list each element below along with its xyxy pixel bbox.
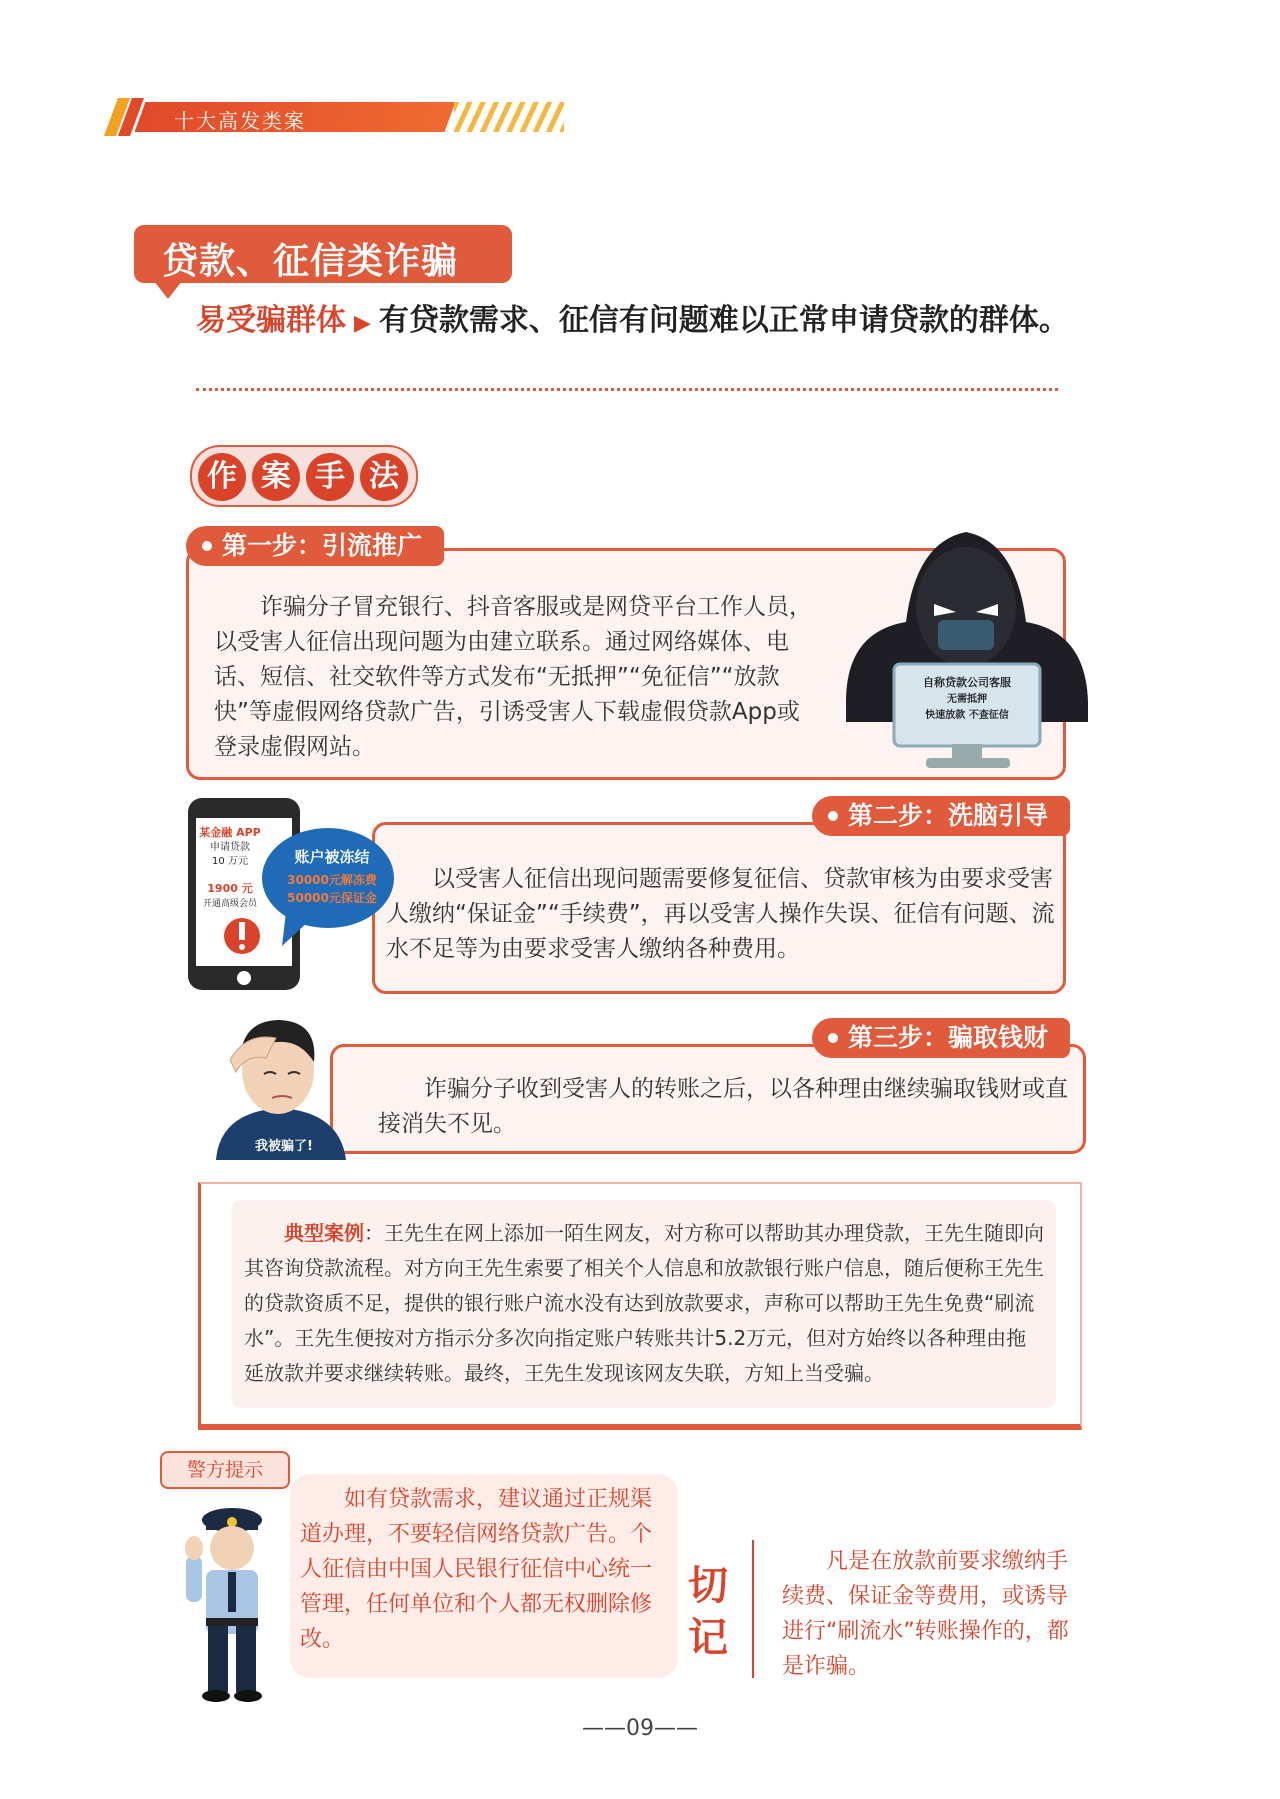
methods-char: 作: [198, 453, 246, 501]
screen-line-3: 快速放款 不查征信: [925, 710, 1009, 721]
phone-line-2: 申请贷款: [210, 842, 250, 853]
page-number: ——09——: [582, 1716, 698, 1741]
step1-tag: 第一步：引流推广: [186, 526, 444, 566]
screen-line-1: 自称贷款公司客服: [923, 676, 1011, 689]
step3-tag: 第三步：骗取钱财: [812, 1018, 1070, 1058]
phone-illustration: [186, 796, 398, 992]
methods-char: 法: [360, 453, 408, 501]
category-banner: [104, 98, 504, 136]
target-label: 易受骗群体: [196, 303, 346, 338]
remember-divider: [752, 1540, 754, 1678]
target-group: [196, 300, 1076, 345]
step2-text: 以受害人征信出现问题需要修复征信、贷款审核为由要求受害人缴纳“保证金”“手续费”，再以受害人操作失误、征信有问题、流水不足等为由要求受害人缴纳各种费用。: [386, 866, 1055, 962]
victim-illustration: [206, 1012, 356, 1160]
banner-hatch: [454, 102, 564, 132]
dotted-divider: [196, 388, 1058, 391]
phone-line-5: 开通高级会员: [202, 899, 258, 909]
banner-label: 十大高发类案: [174, 109, 306, 133]
target-text: 有贷款需求、征信有问题难以正常申请贷款的群体。: [378, 303, 1069, 338]
screen-line-2: 无需抵押: [947, 694, 987, 705]
step3-text: 诈骗分子收到受害人的转账之后，以各种理由继续骗取钱财或直接消失不见。: [378, 1076, 1068, 1137]
bubble-line-3: 50000元保证金: [287, 891, 377, 905]
hacker-illustration: [826, 512, 1096, 777]
remember-warning: 凡是在放款前要求缴纳手续费、保证金等费用，或诱导进行“刷流水”转账操作的，都是诈骗。: [782, 1549, 1069, 1679]
phone-line-3: 10 万元: [212, 856, 248, 867]
case-label: 典型案例: [284, 1221, 364, 1245]
section-title: [134, 225, 512, 283]
victim-caption: 我被骗了!: [255, 1139, 313, 1154]
police-tip-text: 如有贷款需求，建议通过正规渠道办理，不要轻信网络贷款广告。个人征信由中国人民银行征信中心统一管理，任何单位和个人都无权删除修改。: [300, 1487, 653, 1652]
triangle-right-icon: ▶: [354, 311, 371, 336]
step1-text: 诈骗分子冒充银行、抖音客服或是网贷平台工作人员，以受害人征信出现问题为由建立联系。通过网络媒体、电话、短信、社交软件等方式发布“无抵押”“免征信”“放款快”等虚假网络贷款广告，引诱受害人下载虚假贷款App或登录虚假网站。: [214, 594, 812, 760]
phone-line-1: 某金融 APP: [199, 826, 261, 839]
bubble-line-1: 账户被冻结: [294, 848, 370, 866]
bubble-line-2: 30000元解冻费: [287, 873, 377, 887]
methods-heading: [190, 445, 418, 507]
case-body: ：王先生在网上添加一陌生网友，对方称可以帮助其办理贷款，王先生随即向其咨询贷款流程。对方向王先生索要了相关个人信息和放款银行账户信息，随后便称王先生的贷款资质不足，提供的银行账户流水没有达到放款要求，声称可以帮助王先生免费“刷流水”。王先生便按对方指示分多次向指定账户转账共计5.2万元，但对方始终以各种理由拖延放款并要求继续转账。最终，王先生发现该网友失联，方知上当受骗。: [244, 1221, 1044, 1385]
step2-tag: 第二步：洗脑引导: [812, 796, 1070, 836]
remember-heading: 切记: [688, 1562, 728, 1661]
methods-char: 案: [252, 453, 300, 501]
section-title-text: 贷款、征信类诈骗: [162, 241, 459, 282]
methods-char: 手: [306, 453, 354, 501]
police-tip-label: 警方提示: [160, 1451, 290, 1489]
phone-line-4: 1900 元: [207, 882, 253, 895]
case-text: [244, 1216, 1044, 1391]
police-officer-illustration: [182, 1506, 282, 1704]
